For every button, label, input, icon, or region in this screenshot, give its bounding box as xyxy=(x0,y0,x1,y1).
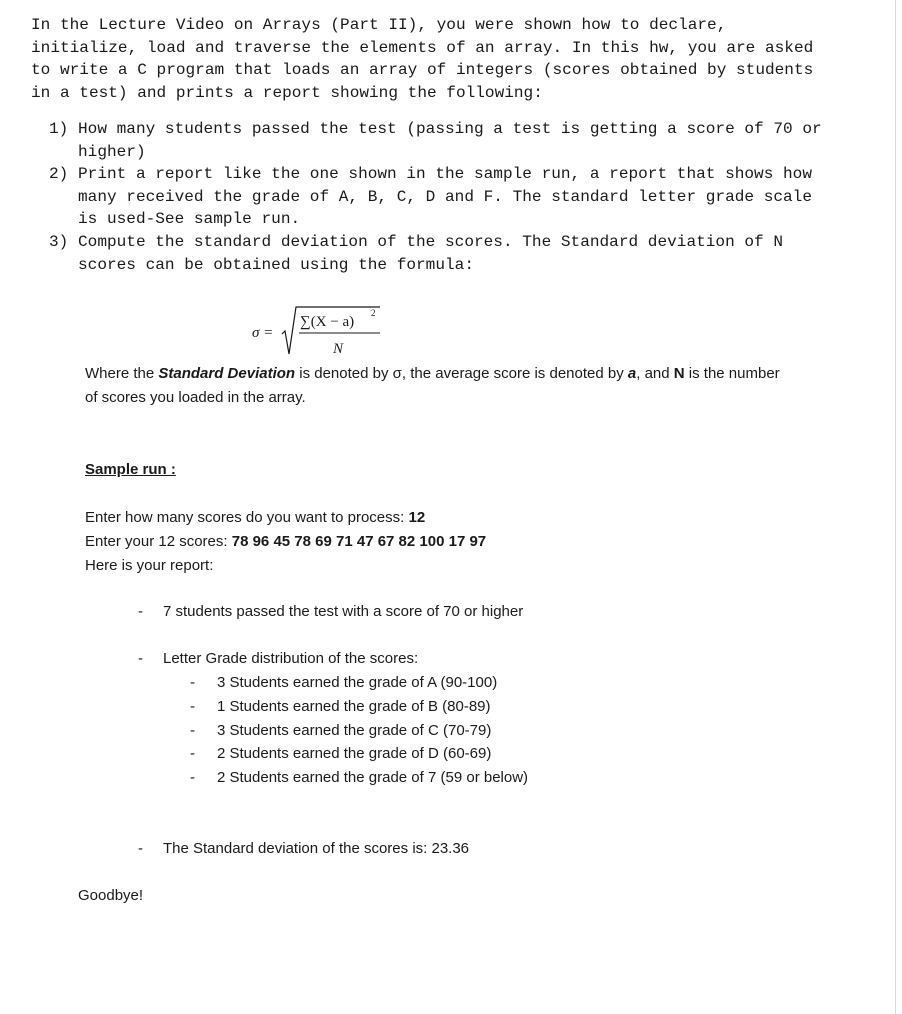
task-item xyxy=(49,118,844,163)
where-text: is the number xyxy=(684,365,780,382)
grade-line: 3 Students earned the grade of A (90-100) xyxy=(217,674,498,691)
task-number: 1) xyxy=(49,120,69,138)
goodbye-text: Goodbye! xyxy=(78,887,144,904)
bullet-dash: - xyxy=(138,603,143,620)
std-dev-result: The Standard deviation of the scores is: 23.36 xyxy=(163,840,470,857)
where-line-2: of scores you loaded in the array. xyxy=(85,388,306,406)
report-intro: Here is your report: xyxy=(85,556,214,574)
task-line: Print a report like the one shown in the sample run, a report that shows how xyxy=(78,165,812,184)
sample-run-heading: Sample run : xyxy=(85,461,176,478)
task-line: higher) xyxy=(78,142,146,161)
grade-line: 3 Students earned the grade of C (70-79) xyxy=(217,722,492,739)
where-term-standard-deviation: Standard Deviation xyxy=(158,365,296,382)
bullet-dash: - xyxy=(190,745,195,762)
task-line: How many students passed the test (passing a test is getting a score of 70 or xyxy=(78,120,822,138)
prompt-count xyxy=(85,506,486,530)
where-text: Where the xyxy=(85,365,159,382)
task-line: is used-See sample run. xyxy=(78,210,301,229)
bullet-dash: - xyxy=(190,769,195,786)
where-term-n: N xyxy=(673,365,685,382)
bullet-dash: - xyxy=(138,840,143,857)
task-line: Compute the standard deviation of the scores. The Standard deviation of N xyxy=(78,232,784,251)
task-number: 3) xyxy=(49,232,69,251)
prompt-scores xyxy=(85,530,486,554)
prompt-scores-value: 78 96 45 78 69 71 47 67 82 100 17 97 xyxy=(231,532,487,550)
where-line-1 xyxy=(85,362,855,386)
formula-lhs: σ = xyxy=(252,325,274,341)
std-dev-formula xyxy=(252,304,392,364)
task-line: scores can be obtained using the formula: xyxy=(78,255,474,274)
prompt-scores-text: Enter your 12 scores: xyxy=(85,532,232,550)
grade-line: 1 Students earned the grade of B (80-89) xyxy=(217,698,491,715)
page-edge-rule xyxy=(895,0,896,1014)
where-term-a: a xyxy=(627,365,637,382)
intro-line: initialize, load and traverse the elements of an array. In this hw, you are asked xyxy=(31,38,814,57)
bullet-dash: - xyxy=(190,722,195,739)
task-list xyxy=(49,118,844,276)
where-text: , and xyxy=(636,365,674,382)
passed-summary: 7 students passed the test with a score of 70 or higher xyxy=(163,603,524,620)
where-text: is denoted by σ, the average score is denoted by xyxy=(295,365,628,382)
sample-run-prompts xyxy=(85,506,486,577)
intro-line: to write a C program that loads an array of integers (scores obtained by students xyxy=(31,61,814,80)
bullet-dash: - xyxy=(138,650,143,667)
intro-line: In the Lecture Video on Arrays (Part II), you were shown how to declare, xyxy=(31,16,727,34)
intro-line: in a test) and prints a report showing the following: xyxy=(31,83,543,102)
task-item xyxy=(49,163,844,231)
where-paragraph xyxy=(85,362,855,410)
prompt-count-value: 12 xyxy=(408,509,426,526)
task-line: many received the grade of A, B, C, D and F. The standard letter grade scale xyxy=(78,187,812,206)
grade-line: 2 Students earned the grade of 7 (59 or below) xyxy=(217,769,529,786)
formula-denominator: N xyxy=(333,341,344,357)
task-item xyxy=(49,231,844,276)
formula-exponent: 2 xyxy=(371,308,376,318)
prompt-count-text: Enter how many scores do you want to process: xyxy=(85,509,409,526)
bullet-dash: - xyxy=(190,674,195,691)
grade-line: 2 Students earned the grade of D (60-69) xyxy=(217,745,492,762)
formula-numerator: ∑(X − a) xyxy=(300,314,355,330)
bullet-dash: - xyxy=(190,698,195,715)
task-number: 2) xyxy=(49,165,69,184)
grade-distribution-heading: Letter Grade distribution of the scores: xyxy=(163,650,419,667)
intro-paragraph xyxy=(31,14,836,104)
